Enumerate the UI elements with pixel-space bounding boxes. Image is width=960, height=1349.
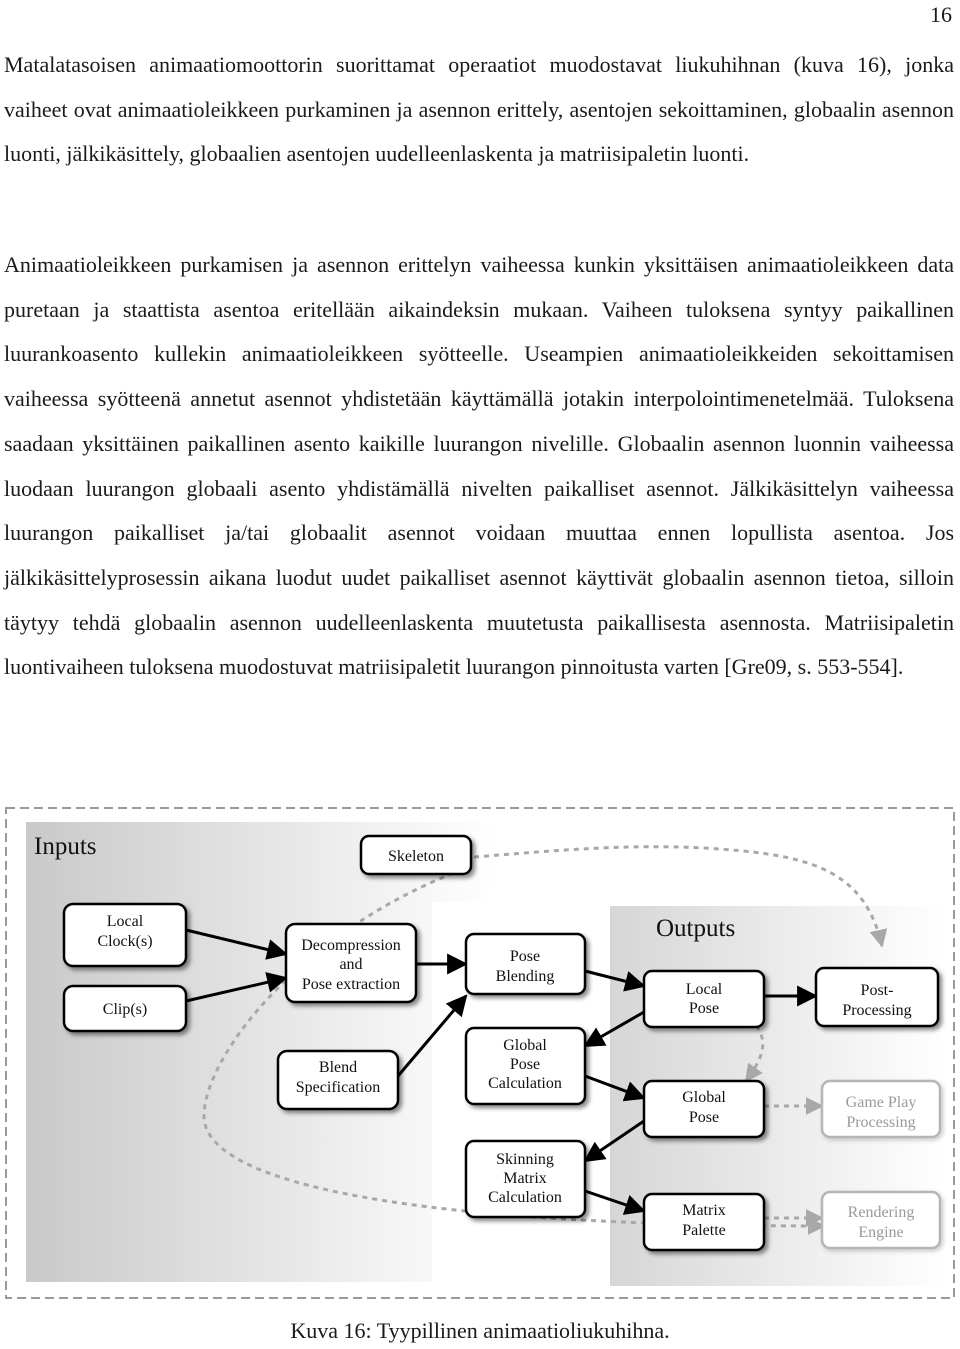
- label-global-pose-2: Pose: [688, 1109, 720, 1126]
- label-local-pose-1: Local: [685, 981, 723, 998]
- label-matrix-palette-2: Palette: [682, 1222, 726, 1239]
- label-matrix-palette-1: Matrix: [682, 1202, 726, 1219]
- animation-pipeline-figure: [4, 806, 958, 1302]
- label-local-clock-2: Clock(s): [97, 933, 153, 950]
- figure-caption: Kuva 16: Tyypillinen animaatioliukuhihna.: [290, 1318, 670, 1343]
- page-number: 16: [930, 2, 952, 27]
- label-rendering-1: Rendering: [847, 1204, 915, 1221]
- label-post-processing-1: Post-: [860, 982, 894, 999]
- label-global-pose-1: Global: [682, 1089, 726, 1106]
- label-global-pose-calc-3: Calculation: [488, 1075, 562, 1092]
- label-skinning-1: Skinning: [496, 1151, 554, 1168]
- inputs-title: Inputs: [34, 833, 97, 860]
- pipeline-diagram: [4, 806, 958, 1302]
- label-skinning-3: Calculation: [488, 1189, 562, 1206]
- label-post-processing-2: Processing: [842, 1002, 912, 1019]
- label-skeleton: Skeleton: [388, 848, 444, 865]
- label-rendering-2: Engine: [858, 1224, 904, 1241]
- label-blend-spec-1: Blend: [318, 1059, 358, 1076]
- label-skinning-2: Matrix: [503, 1170, 547, 1187]
- label-decompression-2: and: [339, 956, 363, 973]
- label-decompression-3: Pose extraction: [301, 976, 401, 993]
- label-blend-spec-2: Specification: [295, 1079, 381, 1096]
- label-decompression-1: Decompression: [301, 937, 401, 954]
- label-game-play-2: Processing: [846, 1114, 916, 1131]
- label-local-clock-1: Local: [106, 913, 144, 930]
- label-clips: Clip(s): [102, 1001, 148, 1018]
- inputs-panel: [26, 822, 494, 1282]
- box-local-pose: [644, 971, 764, 1027]
- label-global-pose-calc-2: Pose: [509, 1056, 541, 1073]
- outputs-title: Outputs: [656, 915, 736, 942]
- paragraph-1: Matalatasoisen animaatiomoottorin suorittamat operaatiot muodostavat liukuhihnan (kuva 16), jonka vaiheet ovat animaatioleikkeen purkaminen ja asennon erittely, asentojen sekoittaminen, globaalin asennon luonti, jälkikäsittely, globaalien asentojen uudelleenlaskenta ja matriisipaletin luonti.: [4, 52, 954, 167]
- paragraph-2: Animaatioleikkeen purkamisen ja asennon erittelyn vaiheessa kunkin yksittäisen animaatioleikkeen data puretaan ja staattista asentoa eritellään aikaindeksin mukaan. Vaiheen tuloksena syntyy paikallinen luurankoasento kullekin animaatioleikkeen syötteelle. Useampien animaatioleikkeiden sekoittamisen vaiheessa syötteenä annetut asennot yhdistetään käyttämällä jotakin interpolointimenetelmää. Tuloksena saadaan yksittäinen paikallinen asento kaikille luurangon nivelille. Globaalin asennon luonnin vaiheessa luodaan luurangon globaali asento yhdistämällä nivelten paikalliset asennot. Jälkikäsittelyn vaiheessa luurangon paikalliset ja/tai globaalit asennot voidaan muuttaa ennen lopullista asentoa. Jos jälkikäsittelyprosessin aikana luodut uudet paikalliset asennot käyttivät globaalin asennon tietoa, silloin täytyy tehdä globaalin asennon uudelleenlaskenta muutetusta paikallisesta asennosta. Matriisipaletin luontivaiheen tuloksena muodostuvat matriisipaletit luurangon pinnoitusta varten [Gre09, s. 553-554].: [4, 252, 954, 680]
- label-local-pose-2: Pose: [688, 1000, 720, 1017]
- label-global-pose-calc-1: Global: [503, 1037, 547, 1054]
- label-game-play-1: Game Play: [845, 1094, 917, 1111]
- label-pose-blending-1: Pose: [509, 948, 541, 965]
- label-pose-blending-2: Blending: [495, 968, 555, 985]
